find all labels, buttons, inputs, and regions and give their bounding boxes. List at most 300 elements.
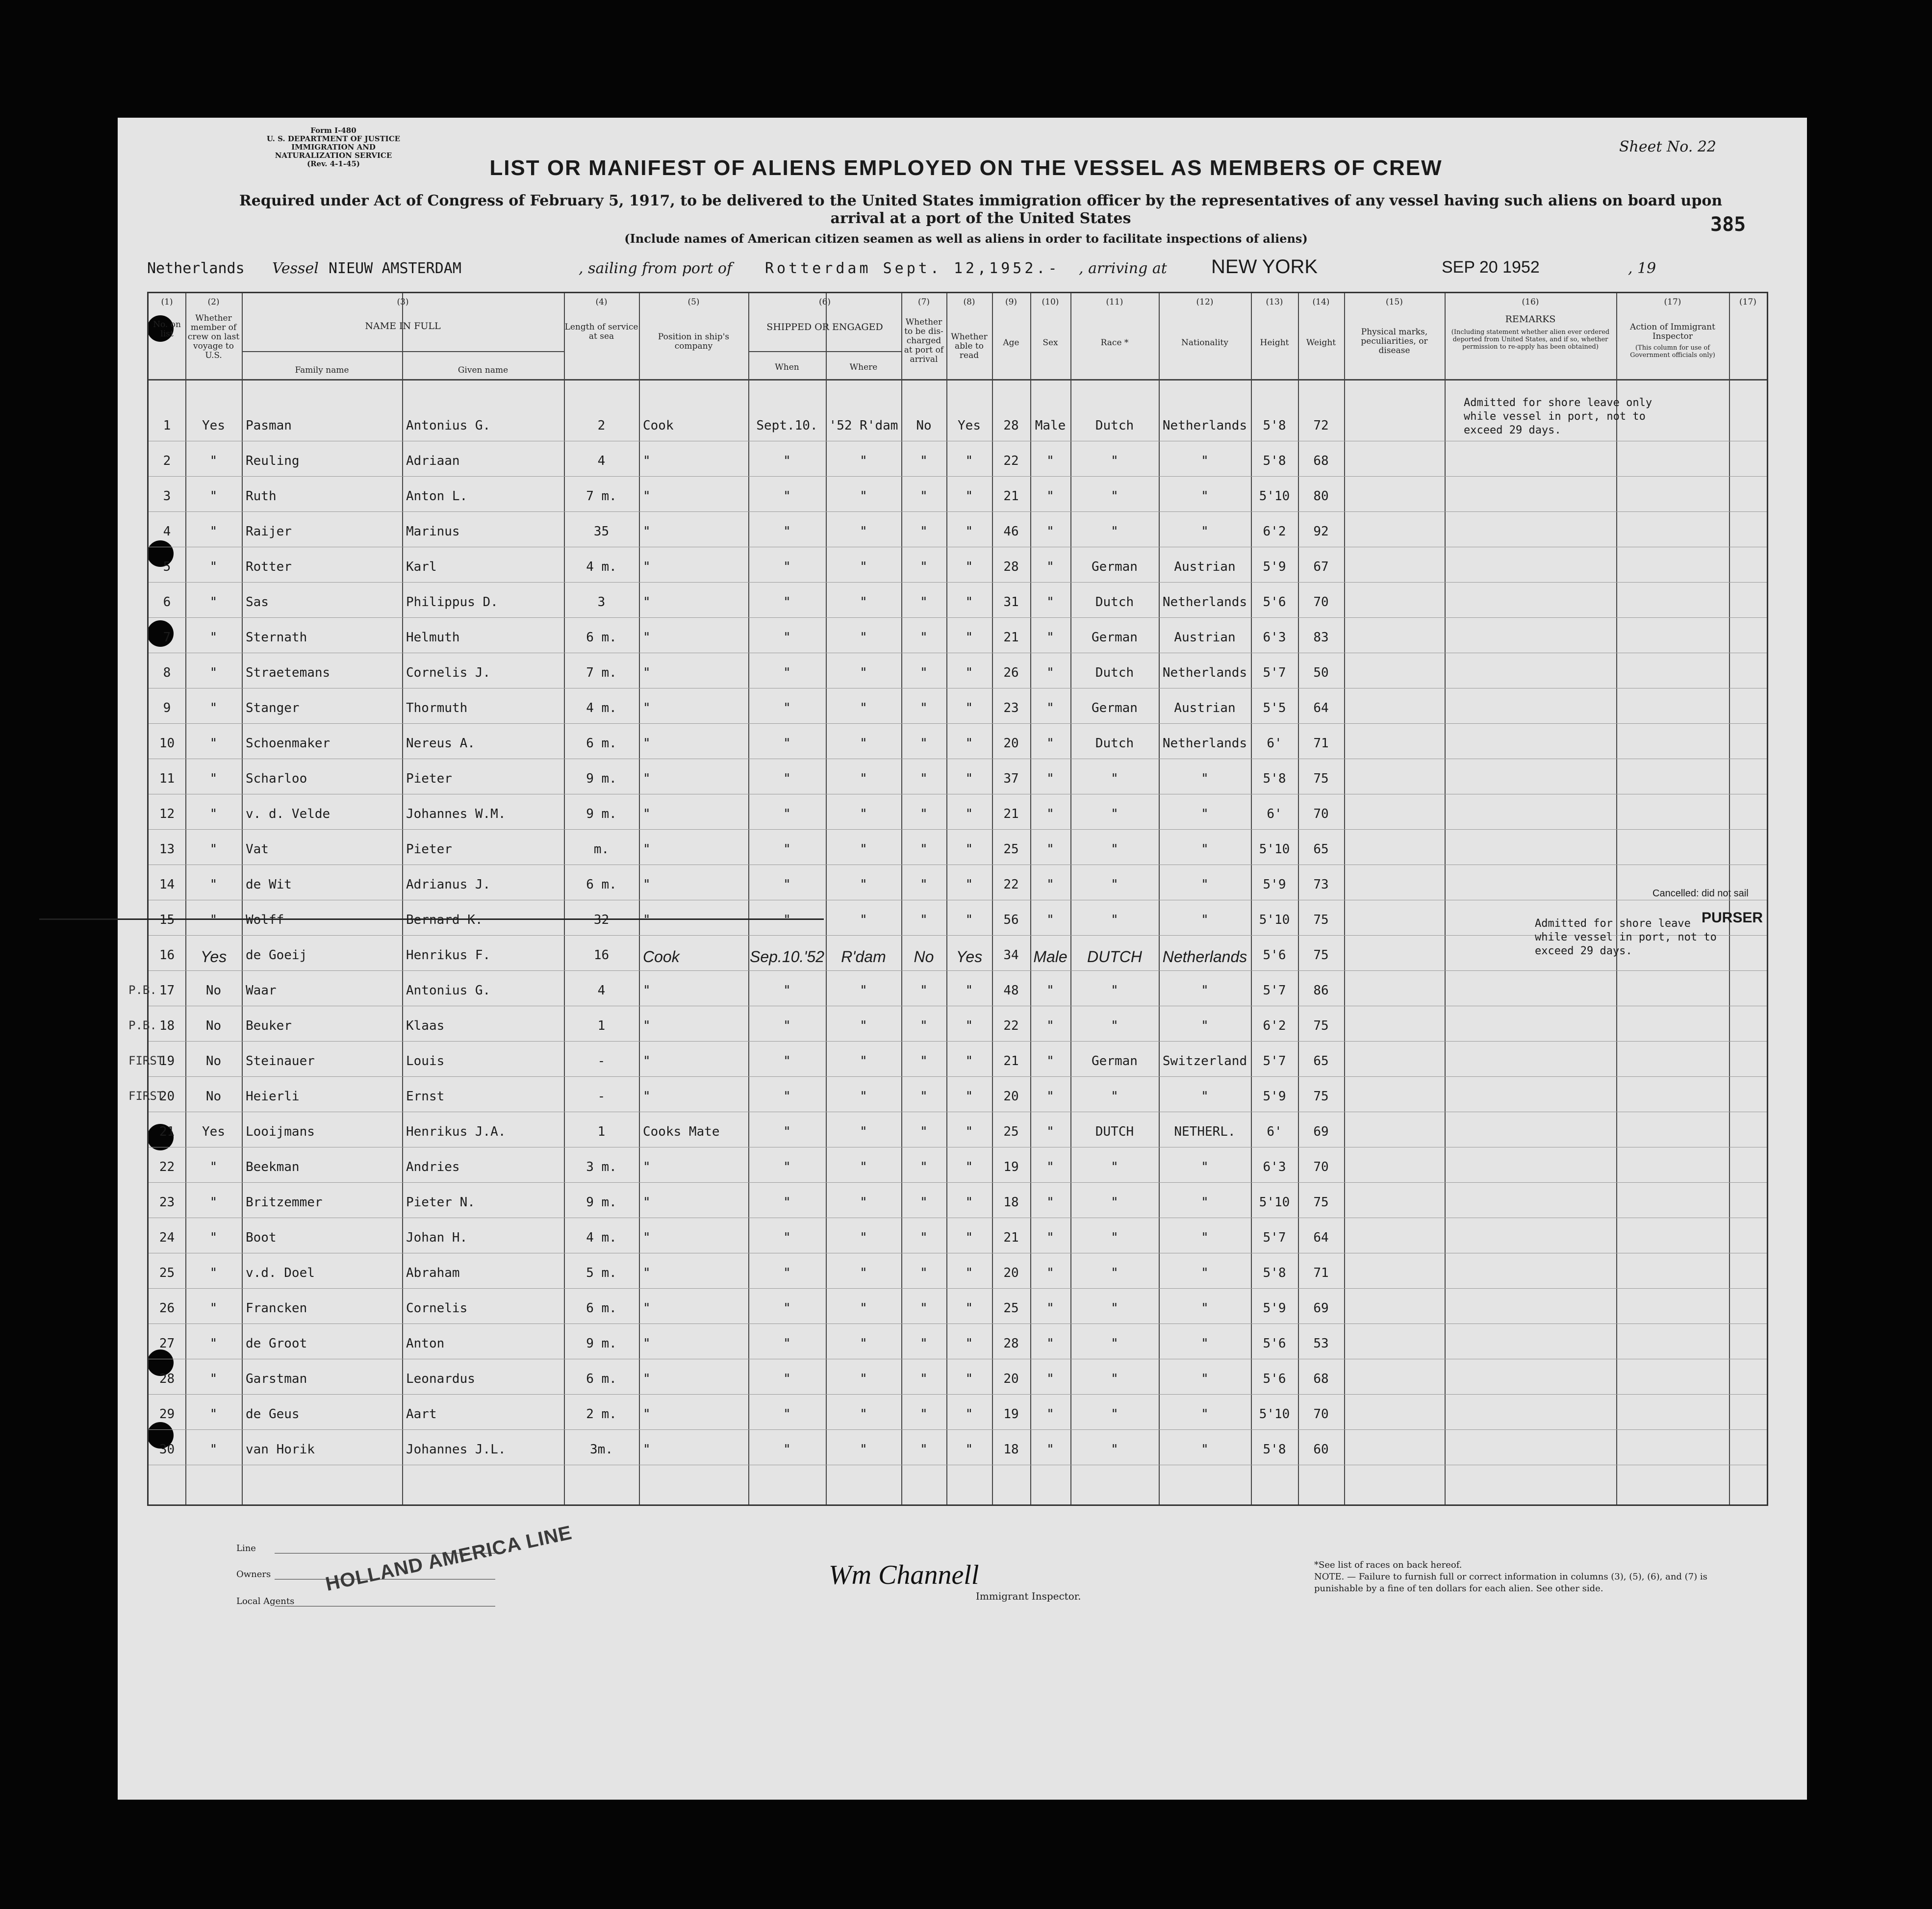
cell-family-name: Vat	[246, 842, 269, 857]
cell-given-name: Pieter	[406, 771, 452, 786]
cell-age: 18	[1003, 1195, 1019, 1210]
cell-nationality: "	[1201, 454, 1209, 468]
cell-family-name: Beuker	[246, 1018, 292, 1033]
cell-position: "	[643, 1160, 651, 1174]
cell-race: "	[1111, 454, 1119, 468]
cell-shipped-when: "	[783, 665, 791, 680]
cell-given-name: Johan H.	[406, 1230, 468, 1245]
cell-discharged: "	[920, 701, 928, 715]
cell-length-of-service: 7 m.	[586, 489, 617, 504]
cell-given-name: Anton	[406, 1336, 445, 1351]
cell-discharged: "	[920, 1195, 928, 1210]
cell-length-of-service: -	[597, 1089, 606, 1104]
cell-position: "	[643, 736, 651, 751]
immigrant-inspector-label: Immigrant Inspector.	[976, 1590, 1081, 1602]
cell-position: "	[643, 1372, 651, 1386]
cell-weight: 75	[1313, 1089, 1329, 1104]
cell-length-of-service: 4	[597, 983, 606, 998]
column-divider	[1344, 293, 1345, 1504]
cell-able-to-read: "	[965, 630, 973, 645]
column-divider	[242, 293, 243, 1504]
cell-shipped-when: "	[783, 1195, 791, 1210]
cell-member-status: "	[209, 1301, 218, 1316]
cell-sex: "	[1046, 913, 1054, 927]
cell-family-name: Straetemans	[246, 665, 330, 680]
cell-discharged: No	[914, 948, 934, 966]
cell-family-name: Beekman	[246, 1160, 300, 1174]
cell-family-name: de Goeij	[246, 948, 307, 963]
cell-weight: 92	[1313, 524, 1329, 539]
cell-position: "	[643, 842, 651, 857]
cell-nationality: "	[1201, 524, 1209, 539]
owners-label: Owners	[236, 1569, 271, 1579]
cell-able-to-read: "	[965, 1266, 973, 1280]
cell-sex: Male	[1033, 948, 1068, 966]
cell-length-of-service: 6 m.	[586, 736, 617, 751]
cell-row-number: 8	[163, 665, 171, 680]
cell-age: 20	[1003, 1372, 1019, 1386]
cell-age: 37	[1003, 771, 1019, 786]
cell-shipped-when: "	[783, 454, 791, 468]
cell-member-status: "	[209, 1372, 218, 1386]
cell-nationality: Austrian	[1174, 630, 1236, 645]
cell-member-status: "	[209, 665, 218, 680]
header-name-in-full: NAME IN FULL	[365, 321, 441, 331]
cell-shipped-when: "	[783, 1089, 791, 1104]
margin-label-row-19: FIRST	[128, 1054, 164, 1068]
cell-length-of-service: 32	[593, 913, 610, 927]
cell-given-name: Marinus	[406, 524, 460, 539]
cell-row-number: 4	[163, 524, 171, 539]
cell-family-name: Ruth	[246, 489, 277, 504]
cell-nationality: "	[1201, 771, 1209, 786]
cell-given-name: Pieter N.	[406, 1195, 475, 1210]
header-remarks-sub: (Including statement whether alien ever ordered deported from United States, and if so, whether permission to re-apply has been obtained)	[1451, 329, 1610, 351]
cell-nationality: "	[1201, 1195, 1209, 1210]
row-divider	[149, 617, 1767, 618]
cell-able-to-read: "	[965, 1442, 973, 1457]
column-divider	[1251, 293, 1252, 1504]
cell-height: 5'8	[1263, 418, 1286, 433]
subheader-divider	[242, 351, 564, 352]
header-height: Height	[1260, 338, 1289, 348]
cell-given-name: Bernard K.	[406, 913, 483, 927]
cell-weight: 69	[1313, 1124, 1329, 1139]
cell-shipped-where: "	[860, 736, 867, 751]
cell-row-number: 5	[163, 560, 171, 574]
cell-row-number: 30	[159, 1442, 175, 1457]
cell-race: "	[1111, 1089, 1119, 1104]
cell-able-to-read: "	[965, 1230, 973, 1245]
cell-weight: 71	[1313, 736, 1329, 751]
cell-shipped-where: "	[860, 983, 867, 998]
cell-family-name: Sas	[246, 595, 269, 610]
cell-shipped-where: "	[860, 454, 867, 468]
cell-age: 21	[1003, 807, 1019, 821]
cell-nationality: "	[1201, 1407, 1209, 1422]
cell-height: 6'	[1267, 736, 1282, 751]
cell-weight: 70	[1313, 1407, 1329, 1422]
cell-family-name: Heierli	[246, 1089, 300, 1104]
cell-nationality: Netherlands	[1162, 665, 1247, 680]
cell-position: "	[643, 595, 651, 610]
cell-discharged: "	[920, 1018, 928, 1033]
cell-family-name: Reuling	[246, 454, 300, 468]
cell-discharged: "	[920, 560, 928, 574]
cell-shipped-when: "	[783, 736, 791, 751]
column-number: (4)	[595, 297, 608, 307]
row-divider	[149, 970, 1767, 971]
cell-family-name: de Geus	[246, 1407, 300, 1422]
cell-member-status: "	[209, 1442, 218, 1457]
cell-shipped-when: "	[783, 807, 791, 821]
cell-age: 20	[1003, 1266, 1019, 1280]
cell-age: 22	[1003, 877, 1019, 892]
inspector-signature: Wm Channell	[829, 1560, 979, 1590]
footnote: *See list of races on back hereof. NOTE. — Failure to furnish full or correct information in columns (3), (5), (6), and (7) is punishable by a fine of ten dollars for each alien. See other side.	[1314, 1560, 1707, 1594]
cell-height: 5'10	[1259, 842, 1290, 857]
cell-sex: "	[1046, 842, 1054, 857]
column-number: (17)	[1664, 297, 1681, 307]
cell-family-name: v.d. Doel	[246, 1266, 315, 1280]
cell-family-name: de Wit	[246, 877, 292, 892]
cell-height: 6'	[1267, 807, 1282, 821]
cell-shipped-when: "	[783, 1054, 791, 1069]
cell-discharged: "	[920, 1301, 928, 1316]
margin-label-row-17: P.B.	[128, 983, 157, 997]
cell-discharged: "	[920, 807, 928, 821]
cell-age: 25	[1003, 1301, 1019, 1316]
cell-shipped-where: "	[860, 595, 867, 610]
column-number: (3)	[397, 297, 409, 307]
cell-shipped-when: "	[783, 913, 791, 927]
vessel-line	[147, 256, 1716, 280]
cell-position: "	[643, 913, 651, 927]
cell-able-to-read: "	[965, 489, 973, 504]
row-divider	[149, 829, 1767, 830]
cell-position: "	[643, 1195, 651, 1210]
cell-height: 6'3	[1263, 630, 1286, 645]
cell-given-name: Karl	[406, 560, 437, 574]
departure-port: Rotterdam Sept. 12,1952.-	[765, 260, 1060, 277]
holland-america-line-stamp: HOLLAND AMERICA LINE	[324, 1522, 574, 1596]
cell-sex: "	[1046, 1089, 1054, 1104]
cell-row-number: 12	[159, 807, 175, 821]
cell-given-name: Philippus D.	[406, 595, 498, 610]
cell-nationality: "	[1201, 1442, 1209, 1457]
cell-height: 5'9	[1263, 1301, 1286, 1316]
cell-able-to-read: "	[965, 595, 973, 610]
cell-family-name: Schoenmaker	[246, 736, 330, 751]
cell-discharged: "	[920, 983, 928, 998]
cell-race: "	[1111, 1160, 1119, 1174]
cell-member-status: "	[209, 701, 218, 715]
cell-shipped-when: "	[783, 1160, 791, 1174]
cell-able-to-read: "	[965, 983, 973, 998]
cell-length-of-service: 1	[597, 1124, 606, 1139]
cell-race: "	[1111, 877, 1119, 892]
cell-sex: Male	[1035, 418, 1066, 433]
cell-height: 6'2	[1263, 1018, 1286, 1033]
cell-race: "	[1111, 1301, 1119, 1316]
cell-shipped-where: "	[860, 1195, 867, 1210]
cell-member-status: "	[209, 524, 218, 539]
cell-shipped-when: "	[783, 524, 791, 539]
cell-weight: 64	[1313, 1230, 1329, 1245]
cell-row-number: 27	[159, 1336, 175, 1351]
cell-member-status: "	[209, 1336, 218, 1351]
cell-sex: "	[1046, 983, 1054, 998]
cell-shipped-when: "	[783, 1124, 791, 1139]
column-number: (5)	[687, 297, 700, 307]
cell-race: "	[1111, 1407, 1119, 1422]
cell-row-number: 1	[163, 418, 171, 433]
cell-position: "	[643, 1230, 651, 1245]
cell-weight: 86	[1313, 983, 1329, 998]
strikethrough-line	[39, 918, 824, 920]
cell-family-name: de Groot	[246, 1336, 307, 1351]
cell-sex: "	[1046, 1336, 1054, 1351]
cell-shipped-when: "	[783, 701, 791, 715]
row-divider	[149, 723, 1767, 724]
cell-member-status: "	[209, 489, 218, 504]
cell-weight: 80	[1313, 489, 1329, 504]
cell-family-name: Steinauer	[246, 1054, 315, 1069]
cell-discharged: "	[920, 1372, 928, 1386]
cell-position: "	[643, 1018, 651, 1033]
cell-sex: "	[1046, 771, 1054, 786]
cell-race: German	[1092, 701, 1138, 715]
cell-age: 22	[1003, 1018, 1019, 1033]
header-discharged: Whether to be dis-charged at port of arrival	[904, 317, 944, 364]
cell-sex: "	[1046, 701, 1054, 715]
vessel-label: Vessel	[272, 260, 319, 277]
cell-member-status: No	[205, 983, 222, 998]
cell-position: "	[643, 877, 651, 892]
cell-able-to-read: "	[965, 736, 973, 751]
cell-length-of-service: 3m.	[590, 1442, 613, 1457]
cell-weight: 75	[1313, 913, 1329, 927]
cell-row-number: 28	[159, 1372, 175, 1386]
column-divider	[402, 293, 403, 1504]
cell-row-number: 20	[159, 1089, 175, 1104]
cell-age: 21	[1003, 1054, 1019, 1069]
cell-position: "	[643, 1442, 651, 1457]
cell-race: "	[1111, 1336, 1119, 1351]
cell-position: "	[643, 630, 651, 645]
cell-position: "	[643, 983, 651, 998]
cell-sex: "	[1046, 1407, 1054, 1422]
cell-length-of-service: 4 m.	[586, 1230, 617, 1245]
cell-able-to-read: "	[965, 1336, 973, 1351]
remark-shore-leave-row-1: Admitted for shore leave only while vessel in port, not to exceed 29 days.	[1464, 397, 1652, 436]
cell-row-number: 29	[159, 1407, 175, 1422]
cell-row-number: 21	[159, 1124, 175, 1139]
column-divider	[1159, 293, 1160, 1504]
cell-member-status: "	[209, 560, 218, 574]
cell-row-number: 2	[163, 454, 171, 468]
cell-weight: 83	[1313, 630, 1329, 645]
cell-weight: 68	[1313, 454, 1329, 468]
cell-height: 5'6	[1263, 1336, 1286, 1351]
cell-race: Dutch	[1095, 418, 1134, 433]
cell-height: 5'7	[1263, 1054, 1286, 1069]
cell-shipped-where: "	[860, 1372, 867, 1386]
cell-given-name: Andries	[406, 1160, 460, 1174]
cell-weight: 72	[1313, 418, 1329, 433]
cell-shipped-when: "	[783, 877, 791, 892]
column-divider	[1030, 293, 1031, 1504]
cell-nationality: "	[1201, 1336, 1209, 1351]
cell-age: 34	[1003, 948, 1019, 963]
cell-sex: "	[1046, 665, 1054, 680]
cell-position: "	[643, 1089, 651, 1104]
cell-length-of-service: 2 m.	[586, 1407, 617, 1422]
cell-length-of-service: 9 m.	[586, 1195, 617, 1210]
cell-shipped-when: "	[783, 1336, 791, 1351]
cell-member-status: "	[209, 1266, 218, 1280]
cell-race: Dutch	[1095, 736, 1134, 751]
cell-discharged: "	[920, 842, 928, 857]
cell-length-of-service: 5 m.	[586, 1266, 617, 1280]
cell-member-status: "	[209, 454, 218, 468]
cell-row-number: 15	[159, 913, 175, 927]
cell-weight: 65	[1313, 1054, 1329, 1069]
local-agents-label: Local Agents	[236, 1596, 295, 1606]
cell-nationality: Netherlands	[1162, 736, 1247, 751]
cell-shipped-where: "	[860, 913, 867, 927]
cell-age: 31	[1003, 595, 1019, 610]
cell-race: "	[1111, 1266, 1119, 1280]
cell-shipped-where: "	[860, 1301, 867, 1316]
cell-discharged: "	[920, 771, 928, 786]
cell-length-of-service: 16	[593, 948, 610, 963]
cell-nationality: "	[1201, 1372, 1209, 1386]
cell-height: 5'8	[1263, 1266, 1286, 1280]
cell-member-status: "	[209, 1160, 218, 1174]
row-divider	[149, 582, 1767, 583]
cell-shipped-when: "	[783, 489, 791, 504]
cell-position: "	[643, 807, 651, 821]
cell-able-to-read: "	[965, 560, 973, 574]
cell-age: 19	[1003, 1407, 1019, 1422]
column-number: (16)	[1522, 297, 1539, 307]
cell-family-name: van Horik	[246, 1442, 315, 1457]
cell-shipped-where: "	[860, 1160, 867, 1174]
cell-height: 5'10	[1259, 913, 1290, 927]
cell-shipped-when: "	[783, 1407, 791, 1422]
cell-race: "	[1111, 1230, 1119, 1245]
cell-position: "	[643, 524, 651, 539]
cell-weight: 73	[1313, 877, 1329, 892]
column-number: (11)	[1106, 297, 1123, 307]
cell-race: "	[1111, 1372, 1119, 1386]
cell-nationality: "	[1201, 1160, 1209, 1174]
cell-nationality: "	[1201, 1018, 1209, 1033]
cell-member-status: "	[209, 1407, 218, 1422]
cell-nationality: Austrian	[1174, 701, 1236, 715]
cell-row-number: 25	[159, 1266, 175, 1280]
cell-able-to-read: "	[965, 454, 973, 468]
margin-label-row-20: FIRST	[128, 1089, 164, 1103]
cell-row-number: 24	[159, 1230, 175, 1245]
cell-family-name: Stanger	[246, 701, 300, 715]
cell-race: Dutch	[1095, 665, 1134, 680]
cell-race: German	[1092, 560, 1138, 574]
cell-age: 25	[1003, 842, 1019, 857]
cell-age: 28	[1003, 1336, 1019, 1351]
cell-discharged: "	[920, 1407, 928, 1422]
cell-length-of-service: 3	[597, 595, 606, 610]
cell-sex: "	[1046, 1054, 1054, 1069]
cell-given-name: Adriaan	[406, 454, 460, 468]
cell-shipped-where: "	[860, 1407, 867, 1422]
cell-discharged: "	[920, 1089, 928, 1104]
column-divider	[748, 293, 749, 1504]
cell-given-name: Leonardus	[406, 1372, 475, 1386]
cell-height: 5'10	[1259, 1195, 1290, 1210]
row-divider	[149, 1429, 1767, 1430]
page-title: LIST OR MANIFEST OF ALIENS EMPLOYED ON THE VESSEL AS MEMBERS OF CREW	[489, 156, 1443, 180]
cell-race: "	[1111, 1018, 1119, 1033]
cell-age: 19	[1003, 1160, 1019, 1174]
cell-member-status: Yes	[202, 1124, 225, 1139]
cell-height: 6'	[1267, 1124, 1282, 1139]
cell-shipped-where: "	[860, 1266, 867, 1280]
cell-member-status: No	[205, 1089, 222, 1104]
cell-family-name: Britzemmer	[246, 1195, 323, 1210]
column-number: (1)	[161, 297, 173, 307]
cell-able-to-read: "	[965, 665, 973, 680]
cell-row-number: 22	[159, 1160, 175, 1174]
header-row-number: No. on list	[153, 320, 181, 339]
cell-shipped-where: "	[860, 1230, 867, 1245]
crew-manifest-table	[147, 292, 1768, 1506]
cell-shipped-when: "	[783, 842, 791, 857]
cell-discharged: "	[920, 665, 928, 680]
cell-shipped-where: "	[860, 665, 867, 680]
cell-member-status: Yes	[200, 948, 227, 966]
cell-discharged: "	[920, 1266, 928, 1280]
cell-position: "	[643, 771, 651, 786]
cell-able-to-read: "	[965, 1018, 973, 1033]
header-weight: Weight	[1306, 338, 1336, 348]
cell-race: German	[1092, 630, 1138, 645]
cell-height: 5'8	[1263, 454, 1286, 468]
cell-length-of-service: 6 m.	[586, 877, 617, 892]
cell-family-name: Boot	[246, 1230, 277, 1245]
cell-shipped-when: Sep.10.'52	[749, 948, 824, 966]
cell-member-status: No	[205, 1054, 222, 1069]
cell-row-number: 3	[163, 489, 171, 504]
cell-race: DUTCH	[1095, 1124, 1134, 1139]
cell-shipped-where: "	[860, 842, 867, 857]
arrival-date: SEP 20 1952	[1442, 258, 1540, 277]
column-divider	[1070, 293, 1071, 1504]
cell-able-to-read: "	[965, 842, 973, 857]
cell-able-to-read: "	[965, 524, 973, 539]
cell-able-to-read: Yes	[956, 948, 983, 966]
cell-family-name: Wolff	[246, 913, 284, 927]
cell-weight: 70	[1313, 807, 1329, 821]
column-number: (6)	[818, 297, 831, 307]
cell-position: "	[643, 1054, 651, 1069]
cell-sex: "	[1046, 560, 1054, 574]
header-where: Where	[849, 362, 878, 372]
cell-height: 5'9	[1263, 1089, 1286, 1104]
cell-length-of-service: 4 m.	[586, 701, 617, 715]
cell-height: 5'7	[1263, 1230, 1286, 1245]
